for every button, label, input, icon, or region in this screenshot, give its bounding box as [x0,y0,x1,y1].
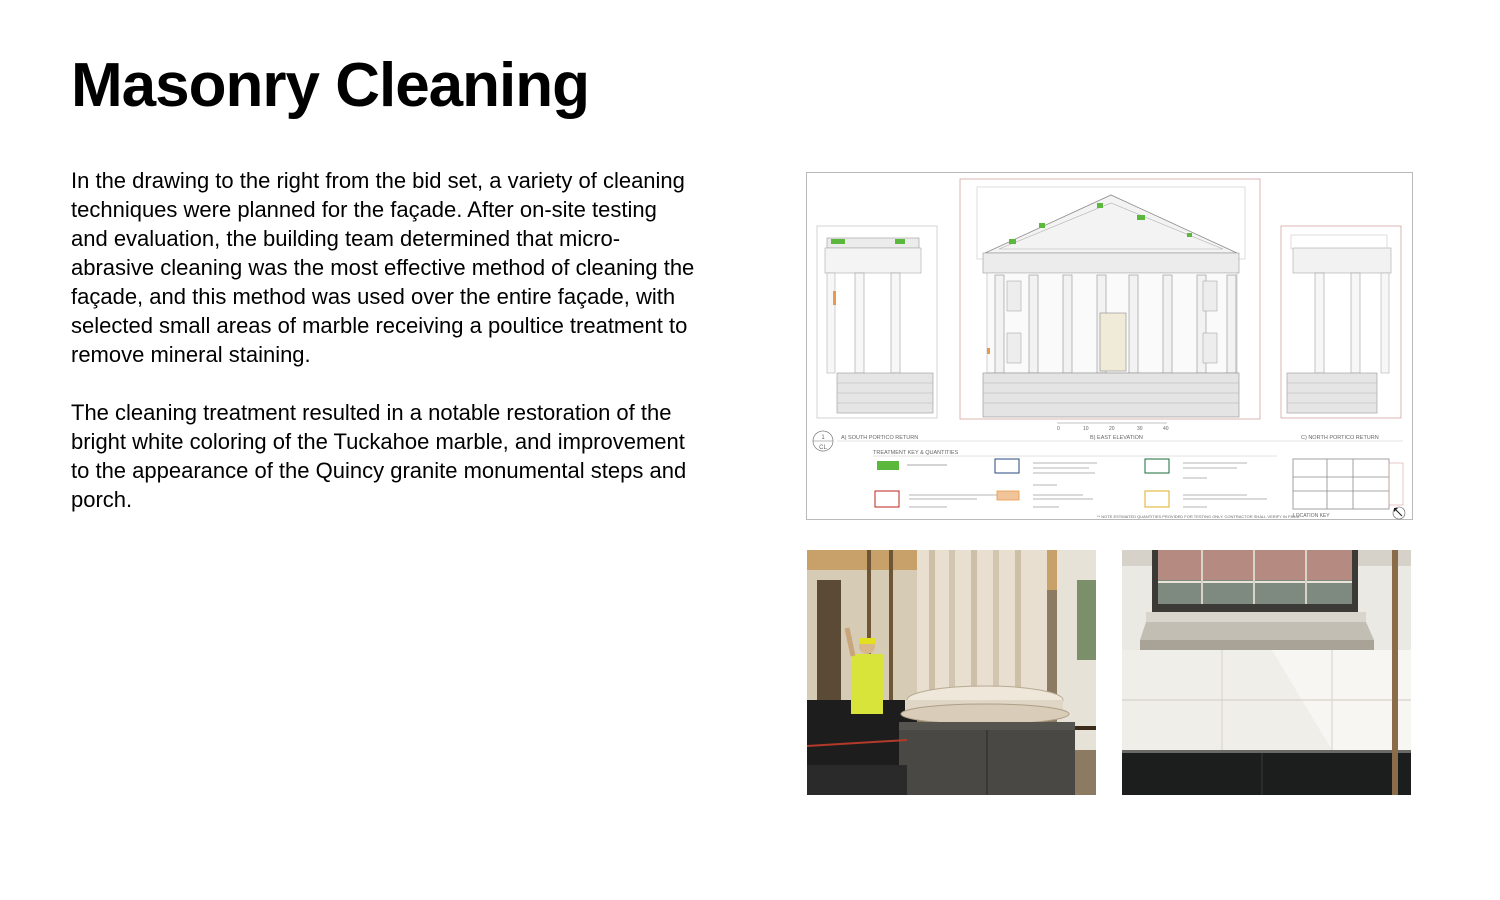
key-heading: TREATMENT KEY & QUANTITIES [873,450,959,456]
scale-tick: 0 [1057,426,1060,432]
scale-bar [1057,423,1169,432]
legend-swatch [1145,491,1169,507]
east-elevation [960,179,1260,419]
label-east-elevation: B) EAST ELEVATION [1090,435,1143,441]
window-photo-svg [1122,550,1411,795]
detail-sheet: CL [819,445,827,451]
location-key-label: LOCATION KEY [1293,513,1330,519]
legend-swatch [995,459,1019,473]
paragraph-2: The cleaning treatment resulted in a notable restoration of the bright white coloring of the Tuckahoe marble, and improvement to the appearance of the Quincy granite monumental steps and porch. [71,400,687,512]
location-key-plan [1293,459,1403,519]
elevation-drawing-svg [807,173,1414,521]
south-portico-elevation [817,226,937,418]
scale-tick: 40 [1163,426,1169,432]
body-text [71,166,696,543]
scale-tick: 10 [1083,426,1089,432]
drawing-footnote: ** NOTE ESTIMATED QUANTITIES PROVIDED FOR TESTING ONLY. CONTRACTOR SHALL VERIFY IN FIELD [1097,514,1300,519]
scale-tick: 20 [1109,426,1115,432]
north-arrow-icon [1393,507,1405,519]
legend-swatch [997,491,1019,500]
window-sill-photo [1122,550,1411,795]
legend-swatch [877,461,899,470]
page-title: Masonry Cleaning [71,51,589,120]
label-south-portico: A) SOUTH PORTICO RETURN [841,435,919,441]
column-cleaning-photo [807,550,1096,795]
treatment-legend [875,459,1267,507]
paragraph-1: In the drawing to the right from the bid set, a variety of cleaning techniques were planned for the façade. After on-site testing and evaluation, the building team determined that micro-abrasive cleaning was the most effective method of cleaning the façade, and this method was used over the entire façade, with selected small areas of marble receiving a poultice treatment to remove mineral staining. [71,168,695,367]
north-portico-elevation [1281,226,1401,418]
detail-bubble [813,431,833,451]
scale-tick: 30 [1137,426,1143,432]
legend-swatch [875,491,899,507]
cleaning-drawing [806,172,1413,520]
column-photo-svg [807,550,1096,795]
label-north-portico: C) NORTH PORTICO RETURN [1301,435,1379,441]
legend-swatch [1145,459,1169,473]
detail-number: 1 [821,435,825,441]
